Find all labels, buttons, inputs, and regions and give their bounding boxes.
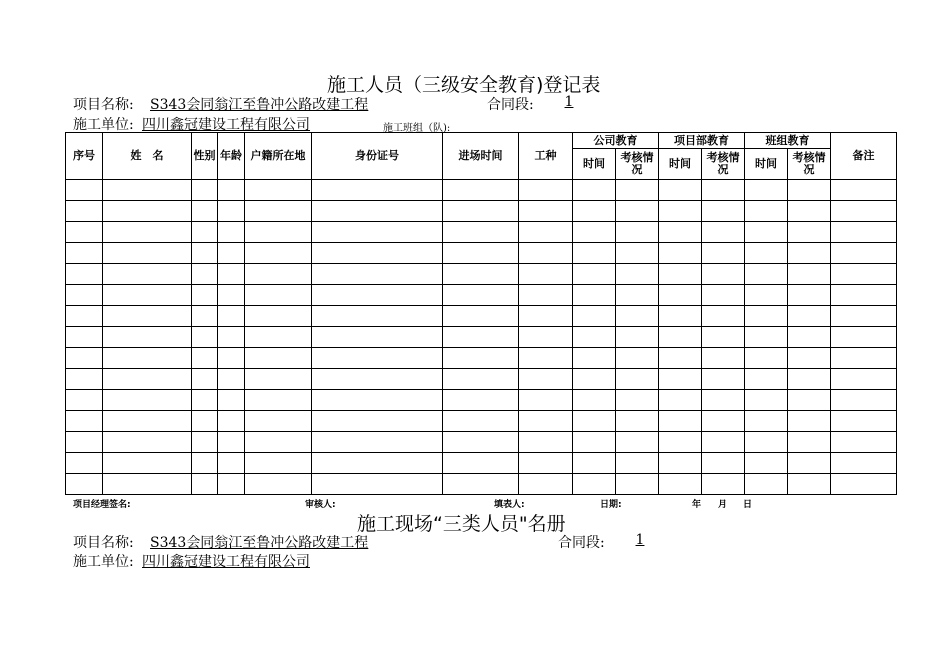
table-cell: [218, 327, 245, 348]
table-cell: [443, 390, 519, 411]
table-cell: [103, 432, 192, 453]
table-cell: [312, 180, 443, 201]
table-cell: [218, 180, 245, 201]
table-cell: [745, 348, 788, 369]
table-cell: [745, 285, 788, 306]
table-cell: [831, 285, 897, 306]
table-cell: [831, 348, 897, 369]
table-cell: [745, 390, 788, 411]
footer-year: 年: [692, 500, 702, 510]
table-cell: [573, 348, 616, 369]
table-cell: [66, 411, 103, 432]
table-cell: [192, 285, 218, 306]
table-cell: [66, 243, 103, 264]
footer-day: 日: [743, 500, 753, 510]
table-cell: [312, 243, 443, 264]
table-cell: [443, 474, 519, 495]
table-cell: [702, 222, 745, 243]
table-cell: [616, 432, 659, 453]
table-cell: [103, 243, 192, 264]
form2-project-label: 项目名称:: [73, 535, 134, 551]
table-cell: [573, 222, 616, 243]
header-project-education: 项目部教育: [659, 133, 745, 149]
table-cell: [745, 369, 788, 390]
table-cell: [218, 411, 245, 432]
table-cell: [443, 369, 519, 390]
table-cell: [218, 390, 245, 411]
table-cell: [702, 432, 745, 453]
table-cell: [66, 264, 103, 285]
table-cell: [245, 222, 312, 243]
table-row: [66, 327, 897, 348]
table-cell: [218, 243, 245, 264]
table-cell: [218, 222, 245, 243]
table-cell: [312, 222, 443, 243]
form1-project-label: 项目名称:: [73, 97, 134, 113]
table-cell: [519, 453, 573, 474]
table-cell: [218, 348, 245, 369]
table-cell: [443, 201, 519, 222]
table-cell: [702, 180, 745, 201]
table-cell: [66, 453, 103, 474]
table-cell: [312, 411, 443, 432]
table-cell: [245, 453, 312, 474]
table-cell: [659, 264, 702, 285]
table-cell: [218, 201, 245, 222]
form1-unit-label: 施工单位:: [73, 117, 134, 133]
table-cell: [616, 264, 659, 285]
table-row: [66, 474, 897, 495]
table-cell: [745, 243, 788, 264]
table-cell: [218, 285, 245, 306]
table-cell: [831, 306, 897, 327]
table-row: [66, 180, 897, 201]
table-cell: [659, 201, 702, 222]
table-cell: [745, 474, 788, 495]
table-cell: [616, 180, 659, 201]
table-cell: [659, 390, 702, 411]
table-cell: [519, 222, 573, 243]
table-cell: [192, 453, 218, 474]
table-row: [66, 369, 897, 390]
table-cell: [519, 306, 573, 327]
table-cell: [831, 411, 897, 432]
table-cell: [192, 306, 218, 327]
table-row: [66, 243, 897, 264]
table-row: [66, 201, 897, 222]
table-cell: [66, 474, 103, 495]
footer-month: 月: [718, 500, 728, 510]
table-cell: [831, 180, 897, 201]
footer-manager-signature: 项目经理签名:: [73, 500, 131, 510]
table-cell: [745, 264, 788, 285]
table-cell: [192, 474, 218, 495]
table-cell: [788, 222, 831, 243]
table-cell: [573, 474, 616, 495]
table-cell: [519, 201, 573, 222]
table-cell: [573, 327, 616, 348]
table-cell: [616, 327, 659, 348]
table-cell: [66, 390, 103, 411]
table-cell: [66, 201, 103, 222]
header-id-number: 身份证号: [312, 133, 443, 180]
table-cell: [702, 285, 745, 306]
table-cell: [831, 327, 897, 348]
table-cell: [831, 222, 897, 243]
table-cell: [831, 243, 897, 264]
header-entry-time: 进场时间: [443, 133, 519, 180]
form1-team-label: 施工班组（队):: [383, 123, 451, 134]
table-cell: [218, 369, 245, 390]
table-row: [66, 306, 897, 327]
table-cell: [443, 243, 519, 264]
table-cell: [192, 222, 218, 243]
footer-date: 日期:: [600, 500, 622, 510]
table-cell: [245, 264, 312, 285]
table-cell: [218, 264, 245, 285]
table-cell: [312, 264, 443, 285]
table-cell: [659, 243, 702, 264]
table-cell: [192, 369, 218, 390]
form2-contract-label: 合同段:: [558, 535, 605, 551]
table-cell: [616, 243, 659, 264]
table-cell: [659, 306, 702, 327]
table-cell: [519, 348, 573, 369]
table-cell: [103, 222, 192, 243]
table-cell: [616, 474, 659, 495]
table-cell: [788, 411, 831, 432]
table-cell: [103, 369, 192, 390]
header-team-education: 班组教育: [745, 133, 831, 149]
table-cell: [788, 243, 831, 264]
header-gender: 性别: [192, 133, 218, 180]
table-cell: [788, 285, 831, 306]
table-cell: [103, 474, 192, 495]
table-cell: [519, 264, 573, 285]
table-cell: [659, 222, 702, 243]
header-team-assess: 考核情况: [788, 149, 831, 180]
table-cell: [659, 453, 702, 474]
header-company-education: 公司教育: [573, 133, 659, 149]
table-cell: [312, 432, 443, 453]
table-cell: [103, 390, 192, 411]
table-cell: [66, 306, 103, 327]
table-cell: [443, 432, 519, 453]
form2-title: 施工现场“三类人员"名册: [357, 513, 566, 535]
table-cell: [702, 327, 745, 348]
form1-title: 施工人员（三级安全教育)登记表: [327, 74, 601, 96]
table-cell: [616, 222, 659, 243]
table-cell: [831, 369, 897, 390]
header-hukou: 户籍所在地: [245, 133, 312, 180]
table-cell: [103, 201, 192, 222]
table-cell: [745, 453, 788, 474]
table-cell: [788, 348, 831, 369]
table-cell: [312, 348, 443, 369]
table-cell: [443, 327, 519, 348]
table-cell: [66, 222, 103, 243]
table-cell: [745, 201, 788, 222]
table-cell: [831, 201, 897, 222]
table-cell: [702, 369, 745, 390]
table-cell: [788, 474, 831, 495]
table-cell: [702, 474, 745, 495]
table-cell: [831, 453, 897, 474]
table-cell: [519, 243, 573, 264]
table-cell: [788, 180, 831, 201]
form2-contract-value: 1: [635, 532, 645, 548]
table-cell: [519, 285, 573, 306]
table-cell: [312, 201, 443, 222]
form2-unit-label: 施工单位:: [73, 554, 134, 570]
table-cell: [519, 390, 573, 411]
table-cell: [192, 180, 218, 201]
table-cell: [573, 369, 616, 390]
table-cell: [659, 474, 702, 495]
table-cell: [103, 348, 192, 369]
table-cell: [66, 327, 103, 348]
table-cell: [443, 411, 519, 432]
table-cell: [192, 432, 218, 453]
table-cell: [745, 306, 788, 327]
table-cell: [66, 180, 103, 201]
table-cell: [443, 285, 519, 306]
table-cell: [659, 432, 702, 453]
table-cell: [702, 264, 745, 285]
table-cell: [702, 390, 745, 411]
table-cell: [218, 474, 245, 495]
table-cell: [702, 348, 745, 369]
table-cell: [831, 474, 897, 495]
table-cell: [192, 327, 218, 348]
table-cell: [218, 306, 245, 327]
table-cell: [192, 390, 218, 411]
table-cell: [519, 411, 573, 432]
table-cell: [573, 390, 616, 411]
table-cell: [573, 432, 616, 453]
table-cell: [66, 369, 103, 390]
table-cell: [245, 369, 312, 390]
table-cell: [659, 327, 702, 348]
table-cell: [573, 453, 616, 474]
table-cell: [616, 411, 659, 432]
table-cell: [103, 411, 192, 432]
form1-unit-value: 四川鑫冠建设工程有限公司: [142, 117, 310, 133]
form2-unit-value: 四川鑫冠建设工程有限公司: [142, 554, 310, 570]
table-cell: [245, 327, 312, 348]
form1-contract-label: 合同段:: [487, 97, 534, 113]
table-row: [66, 222, 897, 243]
table-cell: [245, 474, 312, 495]
table-cell: [573, 201, 616, 222]
table-cell: [66, 348, 103, 369]
table-cell: [245, 432, 312, 453]
table-cell: [218, 453, 245, 474]
table-cell: [66, 432, 103, 453]
table-cell: [616, 201, 659, 222]
table-cell: [573, 411, 616, 432]
table-cell: [519, 474, 573, 495]
table-row: [66, 390, 897, 411]
table-cell: [443, 453, 519, 474]
table-cell: [192, 348, 218, 369]
table-cell: [616, 453, 659, 474]
table-cell: [831, 264, 897, 285]
table-cell: [659, 285, 702, 306]
table-cell: [245, 306, 312, 327]
table-cell: [659, 348, 702, 369]
table-cell: [745, 411, 788, 432]
table-cell: [745, 327, 788, 348]
table-cell: [702, 243, 745, 264]
table-cell: [745, 180, 788, 201]
table-cell: [616, 285, 659, 306]
table-cell: [245, 411, 312, 432]
table-cell: [312, 369, 443, 390]
table-cell: [702, 453, 745, 474]
table-cell: [519, 327, 573, 348]
table-cell: [312, 474, 443, 495]
table-cell: [103, 180, 192, 201]
table-cell: [788, 264, 831, 285]
registration-table: [65, 132, 897, 495]
footer-reviewer: 审核人:: [305, 500, 336, 510]
table-row: [66, 285, 897, 306]
table-cell: [659, 369, 702, 390]
table-cell: [831, 432, 897, 453]
header-company-time: 时间: [573, 149, 616, 180]
table-cell: [103, 306, 192, 327]
table-row: [66, 264, 897, 285]
table-cell: [702, 306, 745, 327]
table-cell: [192, 243, 218, 264]
header-project-time: 时间: [659, 149, 702, 180]
table-cell: [312, 453, 443, 474]
table-cell: [443, 180, 519, 201]
form1-contract-value: 1: [564, 94, 574, 110]
table-cell: [443, 264, 519, 285]
table-cell: [103, 327, 192, 348]
table-cell: [443, 348, 519, 369]
table-row: [66, 453, 897, 474]
table-cell: [312, 285, 443, 306]
table-cell: [245, 348, 312, 369]
table-cell: [788, 201, 831, 222]
table-cell: [66, 285, 103, 306]
header-trade: 工种: [519, 133, 573, 180]
header-name: 姓 名: [103, 133, 192, 180]
table-cell: [245, 180, 312, 201]
table-cell: [788, 306, 831, 327]
table-cell: [616, 306, 659, 327]
table-cell: [312, 306, 443, 327]
table-cell: [245, 285, 312, 306]
table-cell: [519, 180, 573, 201]
table-cell: [103, 264, 192, 285]
table-cell: [312, 327, 443, 348]
table-cell: [616, 390, 659, 411]
table-cell: [245, 243, 312, 264]
form2-project-value: S343会同翁江至鲁冲公路改建工程: [150, 535, 369, 551]
table-cell: [519, 369, 573, 390]
table-cell: [702, 411, 745, 432]
table-cell: [245, 390, 312, 411]
table-cell: [788, 327, 831, 348]
table-cell: [745, 222, 788, 243]
table-cell: [443, 306, 519, 327]
footer-filler: 填表人:: [494, 500, 525, 510]
table-row: [66, 411, 897, 432]
table-row: [66, 432, 897, 453]
table-cell: [659, 411, 702, 432]
header-team-time: 时间: [745, 149, 788, 180]
table-cell: [616, 348, 659, 369]
table-cell: [192, 201, 218, 222]
table-cell: [245, 201, 312, 222]
form1-project-value: S343会同翁江至鲁冲公路改建工程: [150, 97, 369, 113]
header-remark: 备注: [831, 133, 897, 180]
table-cell: [443, 222, 519, 243]
table-cell: [788, 390, 831, 411]
table-cell: [192, 264, 218, 285]
table-cell: [519, 432, 573, 453]
table-cell: [573, 264, 616, 285]
header-company-assess: 考核情况: [616, 149, 659, 180]
table-cell: [573, 180, 616, 201]
table-cell: [103, 285, 192, 306]
table-cell: [573, 306, 616, 327]
table-cell: [659, 180, 702, 201]
table-cell: [218, 432, 245, 453]
table-cell: [788, 432, 831, 453]
table-cell: [573, 285, 616, 306]
table-cell: [573, 243, 616, 264]
table-cell: [616, 369, 659, 390]
table-cell: [745, 432, 788, 453]
table-cell: [788, 369, 831, 390]
table-cell: [103, 453, 192, 474]
header-age: 年龄: [218, 133, 245, 180]
table-cell: [312, 390, 443, 411]
header-seq: 序号: [66, 133, 103, 180]
table-row: [66, 348, 897, 369]
table-cell: [788, 453, 831, 474]
table-cell: [192, 411, 218, 432]
table-cell: [831, 390, 897, 411]
table-cell: [702, 201, 745, 222]
header-project-assess: 考核情况: [702, 149, 745, 180]
